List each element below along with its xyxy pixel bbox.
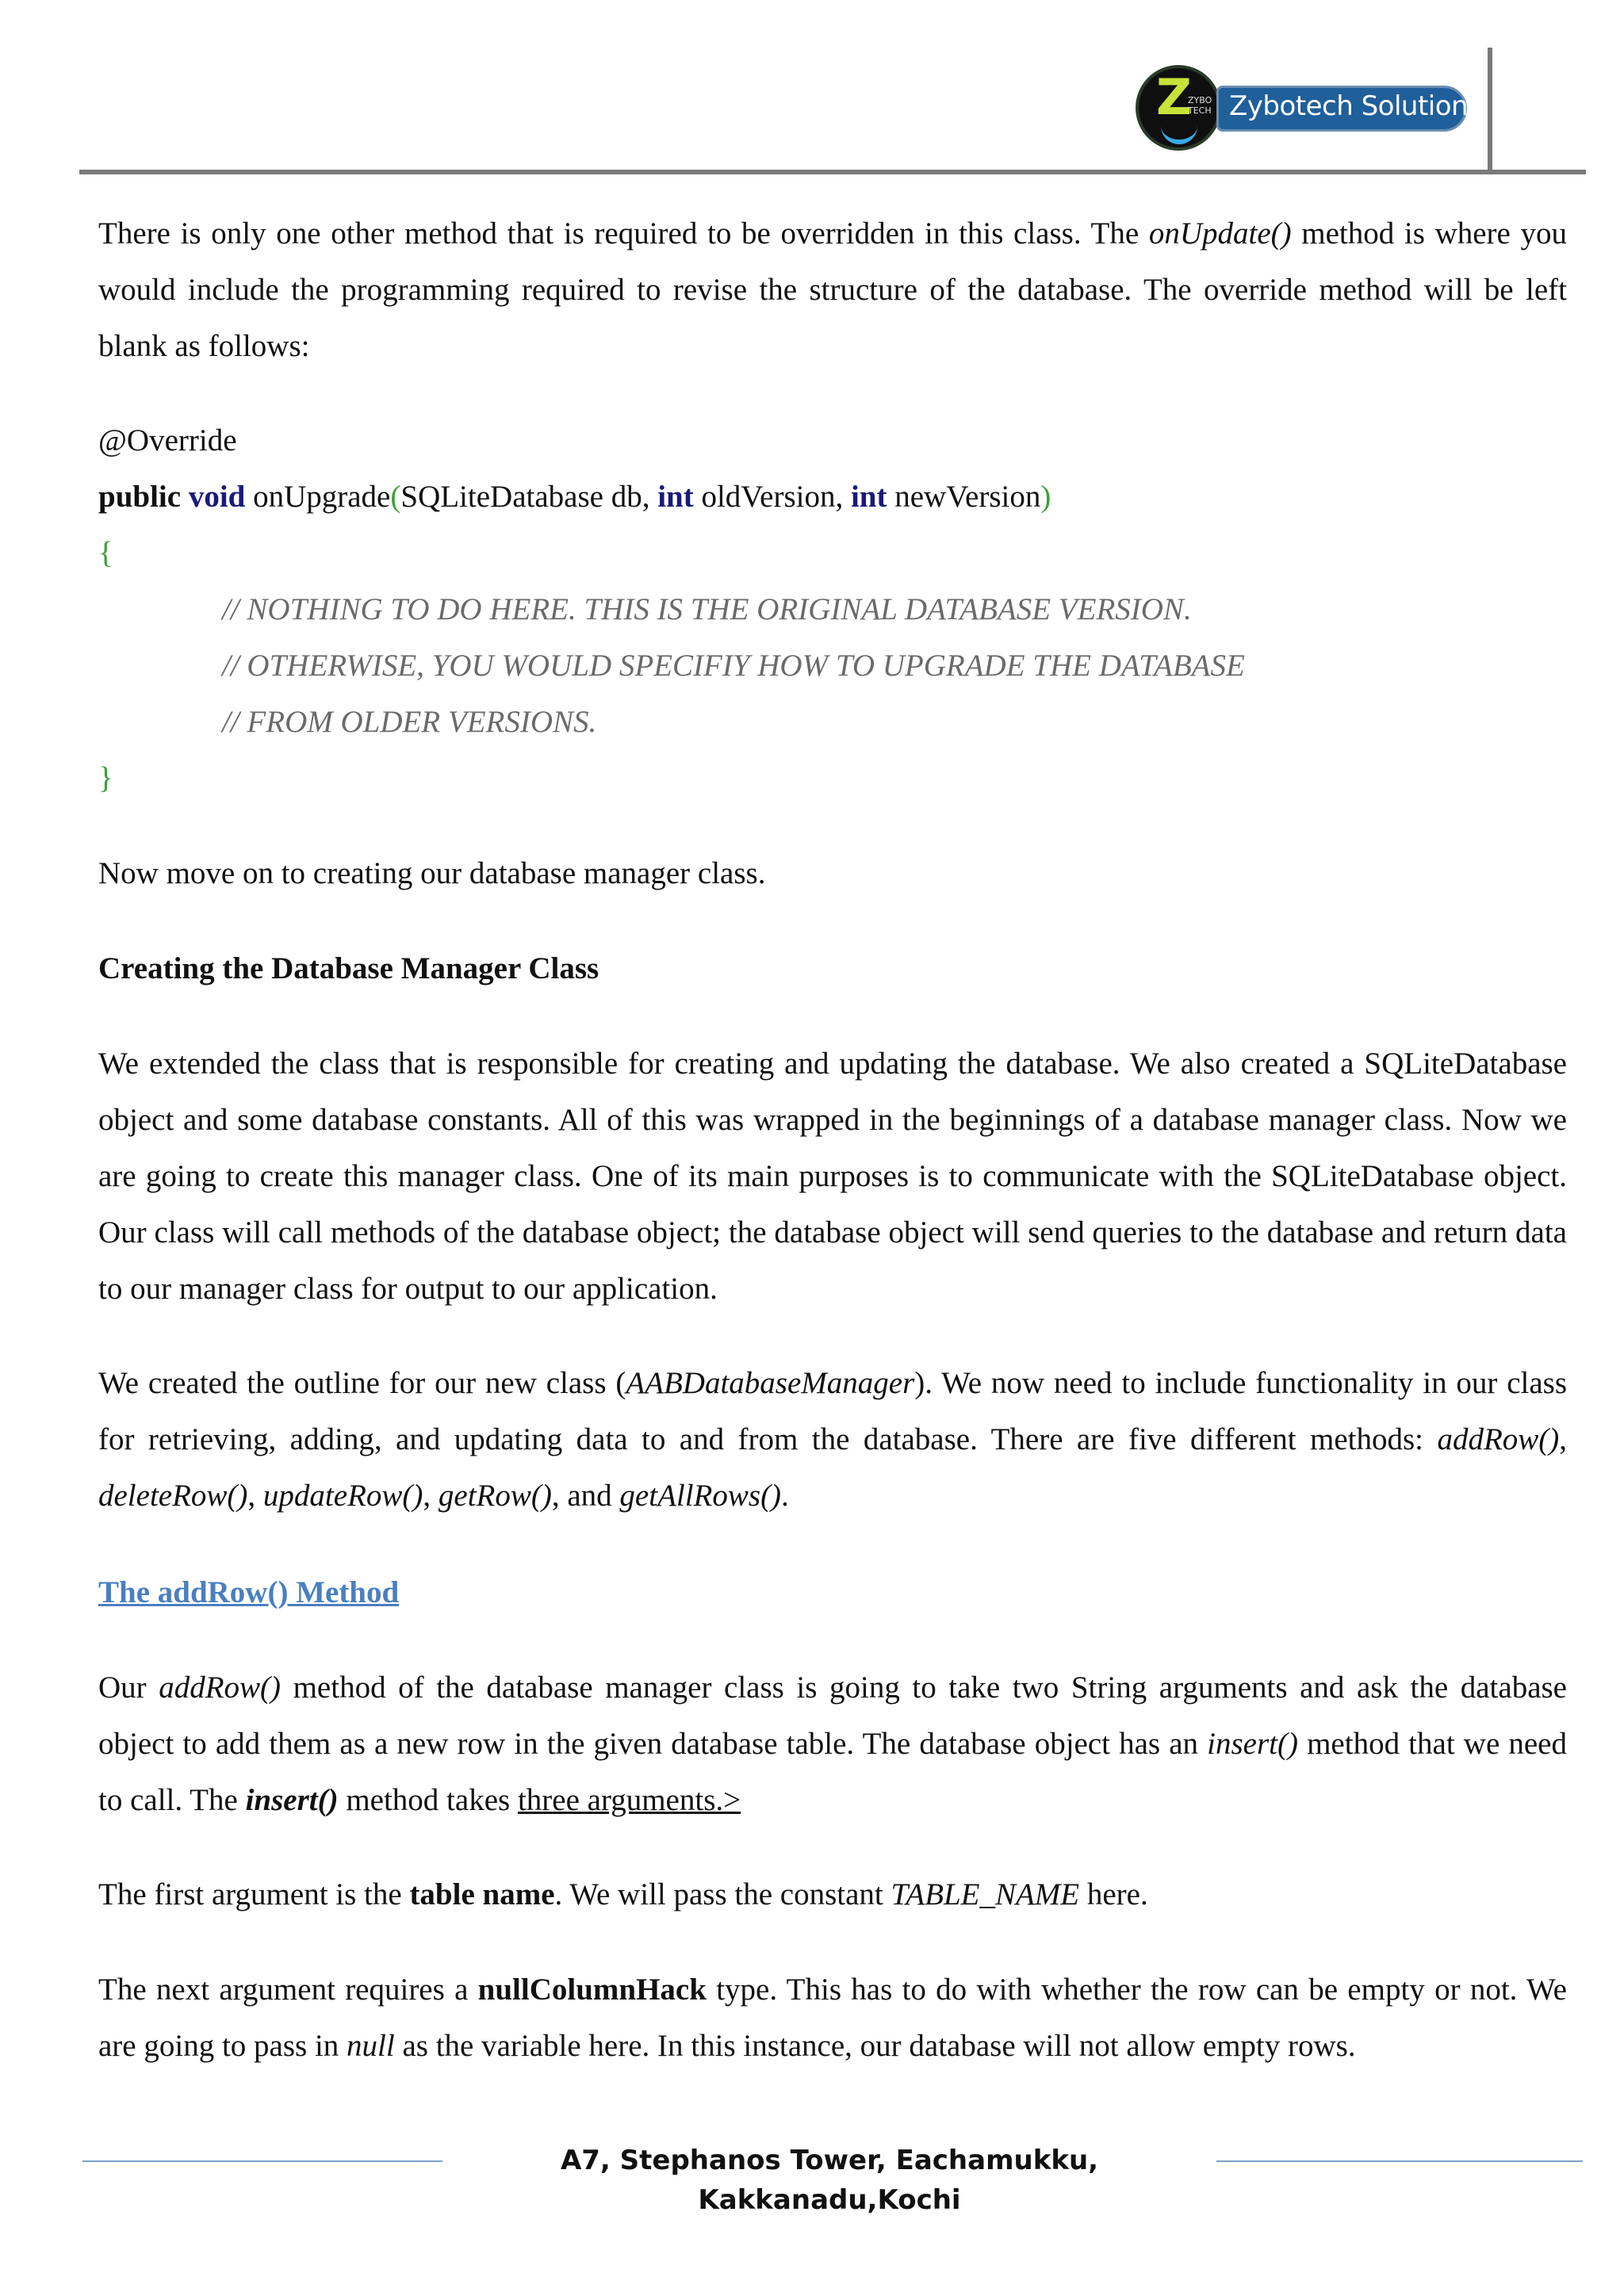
- code-annotation: @Override: [98, 423, 237, 457]
- code-open-brace: {: [98, 536, 113, 570]
- text-run: method takes: [338, 1783, 518, 1817]
- code-arg: newVersion: [887, 480, 1041, 514]
- logo-emblem: [1136, 65, 1221, 151]
- paragraph-extended-class: We extended the class that is responsible for creating and updating the database. We also created a SQLiteDatabase object and some database constants. All of this was wrapped in the beginnings of a database manager class. Now we are going to create this manager class. One of its main purposes is to communicate with the SQLiteDatabase object. Our class will call methods of the database object; the database object will send queries to the database and return data to our manager class for output to our application.: [98, 1047, 1567, 1306]
- inline-method: insert(): [245, 1783, 339, 1817]
- inline-method: getRow(): [438, 1479, 552, 1513]
- text-run: ,: [1559, 1422, 1567, 1456]
- inline-class-name: AABDatabaseManager: [626, 1366, 915, 1400]
- paragraph-next-argument: [98, 1961, 1567, 2074]
- text-run: here.: [1079, 1877, 1148, 1911]
- text-run: There is only one other method that is required to be overridden in this class. The: [98, 216, 1149, 251]
- text-run: The first argument is the: [98, 1877, 410, 1911]
- footer-rule-right: [1216, 2160, 1583, 2162]
- bold-term: nullColumnHack: [477, 1973, 707, 2007]
- footer-rule-left: [82, 2160, 442, 2162]
- text-run: .: [781, 1479, 789, 1513]
- code-comment: // FROM OLDER VERSIONS.: [222, 705, 597, 739]
- inline-constant: TABLE_NAME: [891, 1877, 1080, 1911]
- logo-arc: [1161, 116, 1197, 144]
- text-run: ,: [247, 1479, 263, 1513]
- text-run: method that we need to call. The: [98, 1727, 1567, 1817]
- code-signature: [98, 469, 1051, 525]
- section-heading: Creating the Database Manager Class: [98, 951, 599, 985]
- code-keyword: void: [188, 480, 246, 514]
- text-run: Our: [98, 1670, 159, 1705]
- code-keyword: public: [98, 480, 182, 514]
- inline-keyword: null: [347, 2029, 395, 2063]
- code-arg: oldVersion,: [693, 480, 851, 514]
- text-run: ,: [423, 1479, 439, 1513]
- text-run: ). We now need to include functionality in our class for retrieving, adding, and updating data to and from the database. There are five different methods:: [98, 1366, 1568, 1456]
- logo-small-text: ZYBO TECH: [1188, 95, 1212, 117]
- paragraph-move-on: Now move on to creating our database manager class.: [98, 856, 766, 890]
- text-run: type. This has to do with whether the row can be empty or not. We are going to pass in: [98, 1973, 1567, 2063]
- bold-term: table name: [409, 1877, 555, 1911]
- code-keyword: int: [850, 480, 887, 514]
- inline-method: addRow(): [159, 1670, 282, 1705]
- inline-method: insert(): [1207, 1727, 1298, 1761]
- footer-address: A7, Stephanos Tower, Eachamukku, Kakkanadu,Kochi: [560, 2145, 1099, 2216]
- code-close-brace: }: [98, 761, 113, 795]
- company-logo: [1136, 65, 1482, 154]
- inline-method: addRow(): [1437, 1422, 1560, 1456]
- text-run: The next argument requires a: [98, 1973, 478, 2007]
- code-comment: // NOTHING TO DO HERE. THIS IS THE ORIGINAL DATABASE VERSION.: [222, 592, 1192, 626]
- inline-method: getAllRows(): [619, 1479, 782, 1513]
- paragraph-addrow: [98, 1659, 1567, 1828]
- code-keyword: int: [657, 480, 694, 514]
- inline-method: onUpdate(): [1148, 216, 1292, 251]
- addrow-method-heading[interactable]: The addRow() Method: [98, 1575, 400, 1609]
- paragraph-outline: [98, 1355, 1567, 1524]
- underlined-text: three arguments.>: [517, 1783, 741, 1817]
- logo-mark: Z: [1156, 68, 1192, 126]
- text-run: . We will pass the constant: [554, 1877, 891, 1911]
- header-rule: [79, 170, 1586, 174]
- text-run: , and: [551, 1479, 620, 1513]
- code-method-name: onUpgrade: [245, 480, 391, 514]
- text-run: method of the database manager class is going to take two String arguments and ask the database object to add them as a new row in the given database table. The database object has an: [98, 1670, 1567, 1761]
- code-paren: (: [390, 480, 401, 514]
- paragraph-onupdate: [98, 205, 1567, 374]
- text-run: as the variable here. In this instance, our database will not allow empty rows.: [394, 2029, 1356, 2063]
- logo-text: Zybotech Solutions: [1229, 90, 1482, 122]
- inline-method: updateRow(): [262, 1479, 423, 1513]
- text-run: We created the outline for our new class (: [98, 1366, 626, 1400]
- code-comment: // OTHERWISE, YOU WOULD SPECIFIY HOW TO UPGRADE THE DATABASE: [222, 649, 1245, 683]
- inline-method: deleteRow(): [98, 1479, 248, 1513]
- code-arg: SQLiteDatabase db,: [400, 480, 658, 514]
- paragraph-first-argument: [98, 1866, 1567, 1923]
- code-paren: ): [1040, 480, 1051, 514]
- header-vertical-rule: [1488, 48, 1492, 173]
- text-run: method is where you would include the programming required to revise the structure of the database. The override method will be left blank as follows:: [98, 216, 1568, 363]
